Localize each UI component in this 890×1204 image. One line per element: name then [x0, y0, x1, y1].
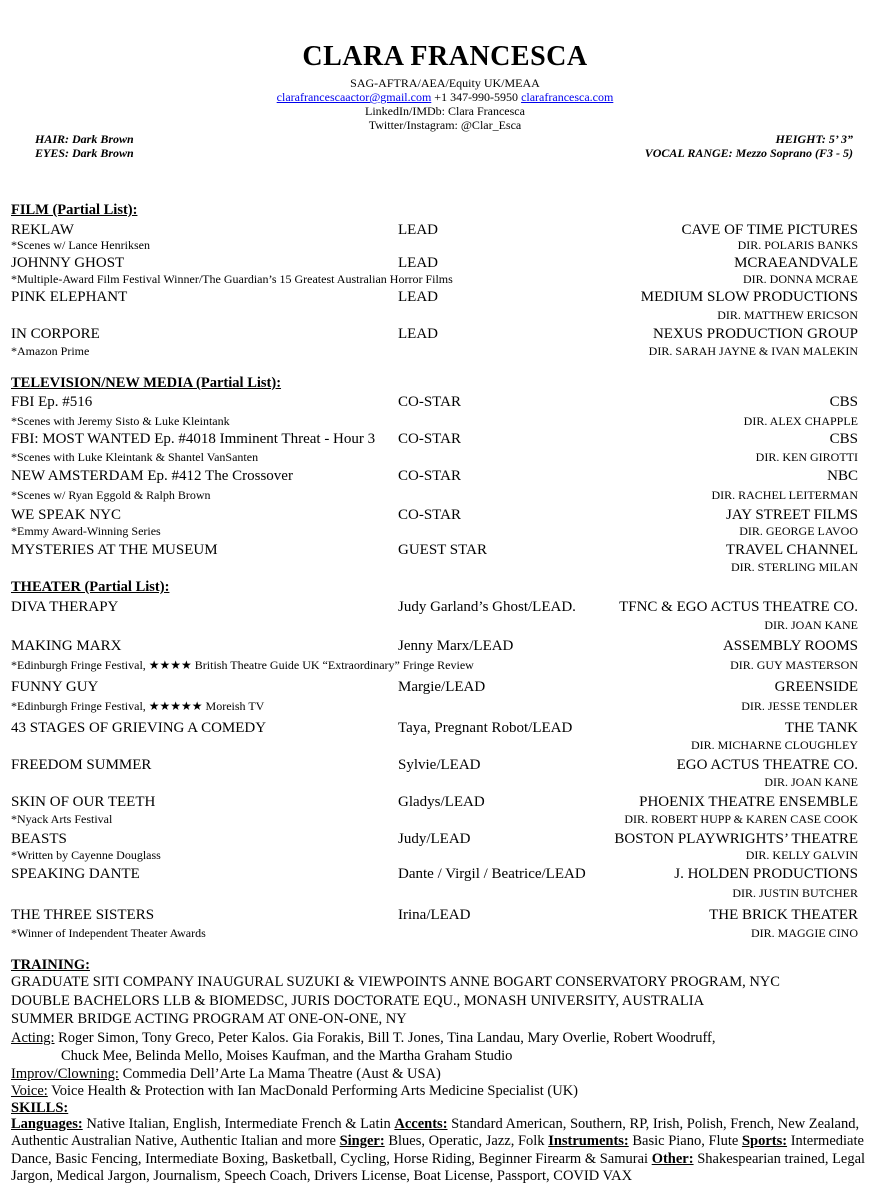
languages-text: Native Italian, English, Intermediate French & Latin — [82, 1116, 395, 1132]
phone-number: +1 347-990-5950 — [431, 90, 522, 104]
eye-color: EYES: Dark Brown — [35, 146, 134, 160]
email-link[interactable]: clarafrancescaactor@gmail.com — [276, 90, 432, 104]
theater-credit-details — [0, 699, 890, 713]
credit-note: *Edinburgh Fringe Festival, ★★★★★ Moreish TV — [11, 699, 265, 713]
instruments-text: Basic Piano, Flute — [628, 1133, 742, 1150]
credit-company: MCRAEANDVALE — [734, 255, 858, 271]
credit-title: SKIN OF OUR TEETH — [11, 794, 156, 810]
credit-title: FUNNY GUY — [11, 679, 99, 695]
theater-credit — [0, 598, 890, 616]
other-label: Other: — [651, 1150, 694, 1167]
sports-text: Intermediate Dance, Basic Fencing, Intermediate Boxing, Basketball, Cycling, Horse Riding, Beginner Firearm & Samurai — [11, 1133, 864, 1167]
training-heading: TRAINING: — [11, 957, 90, 973]
credit-title: PINK ELEPHANT — [11, 289, 128, 305]
credit-director: DIR. MICHARNE CLOUGHLEY — [691, 738, 858, 752]
training-line: GRADUATE SITI COMPANY INAUGURAL SUZUKI & VIEWPOINTS ANNE BOGART CONSERVATORY PROGRAM, NYC — [11, 974, 780, 990]
film-credit — [0, 254, 890, 272]
credit-director: DIR. GUY MASTERSON — [730, 658, 858, 672]
credit-company: NEXUS PRODUCTION GROUP — [652, 326, 858, 342]
credit-note: *Scenes w/ Lance Henriksen — [11, 238, 150, 252]
credit-note: *Amazon Prime — [11, 344, 90, 358]
credit-title: JOHNNY GHOST — [11, 255, 125, 271]
acting-teachers-continued: Chuck Mee, Belinda Mello, Moises Kaufman, and the Martha Graham Studio — [61, 1048, 513, 1064]
training-line: SUMMER BRIDGE ACTING PROGRAM AT ONE-ON-ONE, NY — [11, 1011, 407, 1027]
tv-credit-details — [0, 450, 890, 464]
tv-credit-details — [0, 488, 890, 502]
acting-label: Acting: — [11, 1030, 55, 1046]
film-credit — [0, 288, 890, 306]
credit-director: DIR. JOAN KANE — [764, 618, 858, 632]
credit-company: THE TANK — [784, 720, 858, 736]
theater-credit-details — [0, 618, 890, 632]
theater-credit-details — [0, 775, 890, 789]
improv-label: Improv/Clowning: — [11, 1066, 119, 1082]
credit-director: DIR. ROBERT HUPP & KAREN CASE COOK — [624, 812, 858, 826]
credit-role: LEAD — [398, 222, 438, 238]
credit-director: DIR. MATTHEW ERICSON — [717, 308, 858, 322]
acting-training — [11, 1029, 715, 1047]
credit-note: *Edinburgh Fringe Festival, ★★★★ British Theatre Guide UK “Extraordinary” Fringe Review — [11, 658, 474, 672]
credit-director: DIR. JOAN KANE — [764, 775, 858, 789]
film-credit-details — [0, 344, 890, 358]
singer-text: Blues, Operatic, Jazz, Folk — [384, 1133, 549, 1150]
credit-company: JAY STREET FILMS — [726, 507, 858, 523]
credit-title: IN CORPORE — [11, 326, 100, 342]
improv-text: Commedia Dell’Arte La Mama Theatre (Aust & USA) — [118, 1066, 441, 1082]
credit-director: DIR. JESSE TENDLER — [741, 699, 858, 713]
training-line: DOUBLE BACHELORS LLB & BIOMEDSC, JURIS DOCTORATE EQU., MONASH UNIVERSITY, AUSTRALIA — [11, 993, 705, 1009]
credit-company: BOSTON PLAYWRIGHTS’ THEATRE — [614, 831, 858, 847]
tv-credit-details — [0, 414, 890, 428]
credit-title: DIVA THERAPY — [11, 599, 119, 615]
contact-line — [0, 90, 890, 104]
credit-company: NBC — [827, 468, 858, 484]
credit-note: *Scenes with Jeremy Sisto & Luke Kleintank — [11, 414, 230, 428]
credit-title: NEW AMSTERDAM Ep. #412 The Crossover — [11, 468, 293, 484]
voice-text: Voice Health & Protection with Ian MacDonald Performing Arts Medicine Specialist (UK) — [47, 1083, 578, 1099]
theater-credit-details — [0, 658, 890, 672]
credit-role: Taya, Pregnant Robot/LEAD — [398, 720, 573, 736]
accents-text: Standard American, Southern, RP, Irish, Polish, French, New Zealand, Authentic Australian Native, Authentic Italian and more — [11, 1116, 860, 1150]
credit-director: DIR. DONNA MCRAE — [742, 272, 858, 286]
credit-title: FBI: MOST WANTED Ep. #4018 Imminent Threat - Hour 3 — [11, 431, 376, 447]
film-heading: FILM (Partial List): — [11, 202, 138, 218]
credit-director: DIR. POLARIS BANKS — [737, 238, 858, 252]
tv-credit — [0, 467, 890, 485]
credit-role: Gladys/LEAD — [398, 794, 485, 810]
credit-note: *Written by Cayenne Douglass — [11, 848, 161, 862]
theater-credit — [0, 906, 890, 924]
credit-role: Dante / Virgil / Beatrice/LEAD — [398, 866, 586, 882]
credit-role: CO-STAR — [398, 394, 461, 410]
voice-label: Voice: — [11, 1083, 48, 1099]
credit-company: J. HOLDEN PRODUCTIONS — [674, 866, 858, 882]
tv-credit — [0, 393, 890, 411]
theater-credit-details — [0, 886, 890, 900]
theater-credit — [0, 719, 890, 737]
credit-note: *Nyack Arts Festival — [11, 812, 113, 826]
credit-role: Jenny Marx/LEAD — [398, 638, 514, 654]
credit-title: FREEDOM SUMMER — [11, 757, 152, 773]
vocal-range: VOCAL RANGE: Mezzo Soprano (F3 - 5) — [644, 146, 853, 160]
credit-director: DIR. KELLY GALVIN — [745, 848, 858, 862]
theater-credit-details — [0, 738, 890, 752]
credit-role: Margie/LEAD — [398, 679, 486, 695]
credit-director: DIR. JUSTIN BUTCHER — [732, 886, 858, 900]
theater-credit-details — [0, 812, 890, 826]
film-credit-details — [0, 308, 890, 322]
theater-credit — [0, 830, 890, 848]
credit-role: LEAD — [398, 255, 438, 271]
credit-role: LEAD — [398, 289, 438, 305]
credit-company: GREENSIDE — [774, 679, 858, 695]
voice-training — [11, 1082, 578, 1100]
hair-color: HAIR: Dark Brown — [35, 132, 134, 146]
credit-title: BEASTS — [11, 831, 67, 847]
film-credit — [0, 221, 890, 239]
credit-company: CAVE OF TIME PICTURES — [681, 222, 858, 238]
credit-title: MAKING MARX — [11, 638, 122, 654]
credit-company: TRAVEL CHANNEL — [725, 542, 858, 558]
sports-label: Sports: — [741, 1133, 788, 1150]
credit-role: LEAD — [398, 326, 438, 342]
credit-director: DIR. STERLING MILAN — [731, 560, 858, 574]
credit-company: CBS — [829, 394, 858, 410]
credit-role: Judy/LEAD — [398, 831, 471, 847]
theater-credit-details — [0, 926, 890, 940]
credit-company: TFNC & EGO ACTUS THEATRE CO. — [619, 599, 858, 615]
credit-company: CBS — [829, 431, 858, 447]
tv-credit — [0, 506, 890, 524]
credit-role: CO-STAR — [398, 468, 461, 484]
theater-credit-details — [0, 848, 890, 862]
credit-role: Sylvie/LEAD — [398, 757, 481, 773]
tv-credit — [0, 430, 890, 448]
improv-training — [11, 1065, 441, 1083]
film-credit-details — [0, 238, 890, 252]
theater-credit — [0, 865, 890, 883]
credit-role: CO-STAR — [398, 431, 461, 447]
singer-label: Singer: — [339, 1133, 385, 1150]
linkedin-imdb: LinkedIn/IMDb: Clara Francesca — [365, 104, 525, 118]
theater-credit — [0, 793, 890, 811]
website-link[interactable]: clarafrancesca.com — [521, 90, 614, 104]
film-credit-details — [0, 272, 890, 286]
credit-title: REKLAW — [11, 222, 74, 238]
accents-label: Accents: — [394, 1116, 448, 1132]
skills-heading: SKILLS: — [11, 1100, 69, 1116]
theater-credit — [0, 637, 890, 655]
credit-director: DIR. GEORGE LAVOO — [739, 524, 858, 538]
tv-credit — [0, 541, 890, 559]
instruments-label: Instruments: — [548, 1133, 629, 1150]
credit-title: 43 STAGES OF GRIEVING A COMEDY — [11, 720, 267, 736]
credit-title: SPEAKING DANTE — [11, 866, 140, 882]
theater-credit — [0, 678, 890, 696]
television-heading: TELEVISION/NEW MEDIA (Partial List): — [11, 375, 282, 391]
credit-title: FBI Ep. #516 — [11, 394, 93, 410]
height: HEIGHT: 5’ 3” — [775, 132, 853, 146]
credit-note: *Scenes with Luke Kleintank & Shantel VanSanten — [11, 450, 259, 464]
credit-company: EGO ACTUS THEATRE CO. — [676, 757, 858, 773]
credit-director: DIR. MAGGIE CINO — [751, 926, 858, 940]
other-text: Shakespearian trained, Legal Jargon, Medical Jargon, Journalism, Speech Coach, Drivers License, Boat License, Passport, COVID VAX — [11, 1150, 866, 1184]
credit-company: PHOENIX THEATRE ENSEMBLE — [639, 794, 858, 810]
credit-director: DIR. SARAH JAYNE & IVAN MALEKIN — [648, 344, 858, 358]
credit-company: THE BRICK THEATER — [709, 907, 858, 923]
credit-director: DIR. KEN GIROTTI — [755, 450, 858, 464]
credit-role: Judy Garland’s Ghost/LEAD. — [398, 599, 576, 615]
film-credit — [0, 325, 890, 343]
credit-role: CO-STAR — [398, 507, 461, 523]
credit-director: DIR. ALEX CHAPPLE — [743, 414, 858, 428]
credit-director: DIR. RACHEL LEITERMAN — [711, 488, 858, 502]
social-handles: Twitter/Instagram: @Clar_Esca — [368, 118, 522, 132]
theater-credit — [0, 756, 890, 774]
tv-credit-details — [0, 560, 890, 574]
tv-credit-details — [0, 524, 890, 538]
credit-note: *Scenes w/ Ryan Eggold & Ralph Brown — [11, 488, 211, 502]
credit-note: *Emmy Award-Winning Series — [11, 524, 161, 538]
credit-title: MYSTERIES AT THE MUSEUM — [11, 542, 218, 558]
skills-paragraph — [11, 1116, 877, 1185]
credit-role: GUEST STAR — [398, 542, 487, 558]
credit-title: WE SPEAK NYC — [11, 507, 122, 523]
languages-label: Languages: — [11, 1116, 83, 1132]
credit-note: *Winner of Independent Theater Awards — [11, 926, 206, 940]
union-affiliations: SAG-AFTRA/AEA/Equity UK/MEAA — [350, 76, 540, 90]
credit-role: Irina/LEAD — [398, 907, 471, 923]
credit-note: *Multiple-Award Film Festival Winner/The Guardian’s 15 Greatest Australian Horror Films — [11, 272, 453, 286]
credit-company: MEDIUM SLOW PRODUCTIONS — [640, 289, 858, 305]
actor-name: CLARA FRANCESCA — [302, 41, 588, 72]
credit-title: THE THREE SISTERS — [11, 907, 155, 923]
acting-teachers: Roger Simon, Tony Greco, Peter Kalos. Gia Forakis, Bill T. Jones, Tina Landau, Mary Overlie, Robert Woodruff, — [54, 1030, 716, 1046]
credit-company: ASSEMBLY ROOMS — [722, 638, 858, 654]
theater-heading: THEATER (Partial List): — [11, 579, 170, 595]
